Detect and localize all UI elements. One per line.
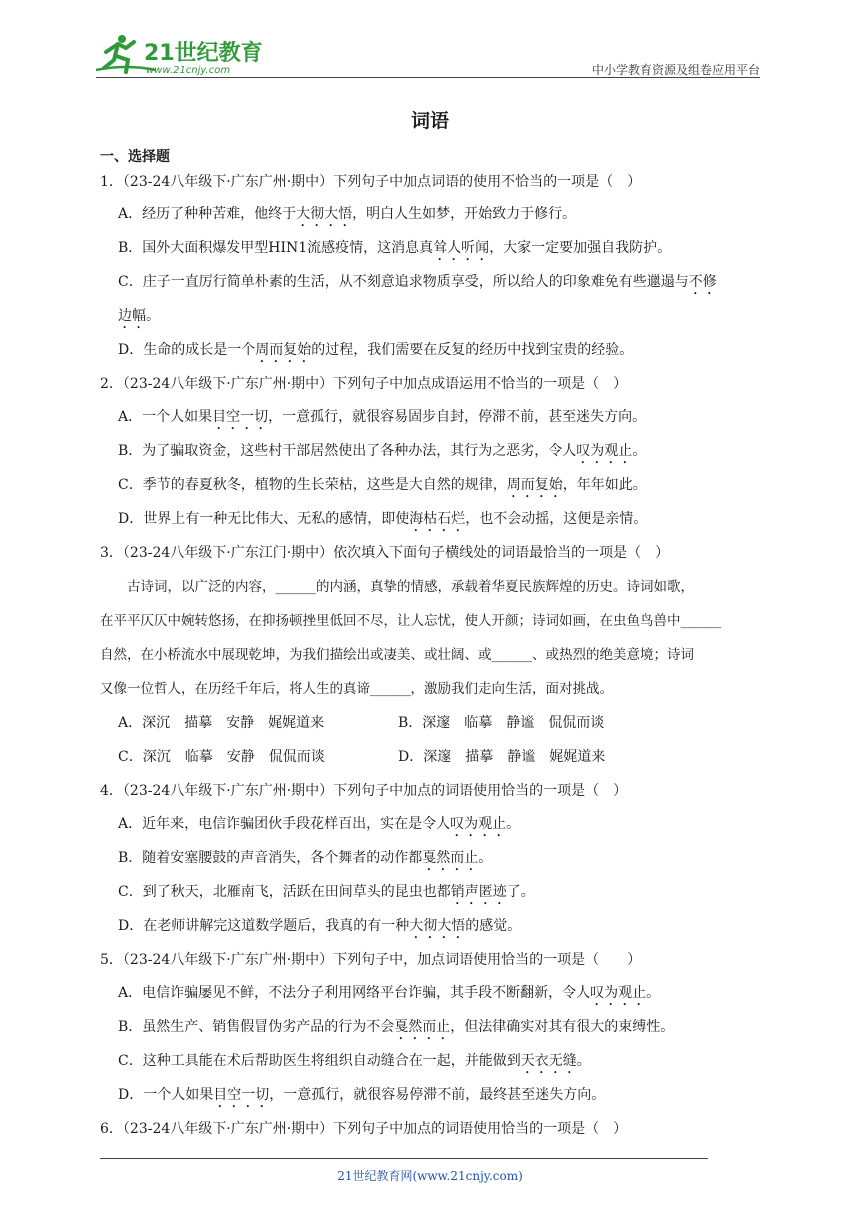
q4-option-a[interactable] <box>118 814 520 840</box>
dotted-term: 目空一切 <box>212 409 269 425</box>
section-heading: 一、选择题 <box>100 149 170 165</box>
dotted-term: 目空一切 <box>213 1087 270 1103</box>
option-text: C．庄子一直厉行简单朴素的生活，从不刻意追求物质享受，所以给人的印象难免有些邋遢与 <box>118 274 689 290</box>
dotted-term: 大彻大悟 <box>409 918 466 934</box>
dotted-term: 周而复始 <box>255 342 312 358</box>
option-text: 。 <box>632 443 647 459</box>
header-divider <box>96 77 760 78</box>
option-text: B．国外大面积爆发甲型HIN1流感疫情，这消息真 <box>118 240 434 256</box>
q3-option-d[interactable]: D．深邃 描摹 静谧 娓娓道来 <box>398 749 606 765</box>
option-text: ，明白人生如梦，开始致力于修行。 <box>352 206 577 222</box>
question-6-stem: 6．（23-24八年级下·广东广州·期中）下列句子中加点的词语使用恰当的一项是（ ） <box>100 1121 628 1137</box>
page-title: 词语 <box>410 110 449 132</box>
option-text: B．为了骗取资金，这些村干部居然使出了各种办法，其行为之恶劣，令人 <box>118 443 577 459</box>
q1-option-c[interactable] <box>118 272 717 298</box>
logo <box>96 30 266 78</box>
dotted-term: 销声匿迹 <box>450 884 507 900</box>
question-1-stem: 1．（23-24八年级下·广东广州·期中）下列句子中加点词语的使用不恰当的一项是（ ） <box>100 174 642 190</box>
option-text: B．随着安塞腰鼓的声音消失，各个舞者的动作都 <box>118 850 423 866</box>
dotted-term: 大彻大悟 <box>296 206 353 222</box>
logo-url: www.21cnjy.com <box>146 65 231 76</box>
option-text: A．电信诈骗屡见不鲜，不法分子利用网络平台诈骗，其手段不断翻新，令人 <box>118 985 591 1001</box>
footer-source[interactable]: 21世纪教育网(www.21cnjy.com) <box>337 1169 523 1183</box>
option-text: A．经历了种种苦难，他终于 <box>118 206 297 222</box>
q4-option-d[interactable] <box>118 916 521 942</box>
option-text: ，大家一定要加强自我防护。 <box>489 240 672 256</box>
q3-option-b[interactable]: B．深邃 临摹 静谧 侃侃而谈 <box>398 715 605 731</box>
q3-passage-line-1: 古诗词，以广泛的内容，______的内涵，真挚的情感，承载着华夏民族辉煌的历史。诗词如歌， <box>100 579 694 595</box>
option-text: 。 <box>576 1053 591 1069</box>
q1-option-d[interactable] <box>118 340 633 366</box>
option-text: C．季节的春夏秋冬，植物的生长荣枯，这些是大自然的规律， <box>118 477 507 493</box>
dotted-term: 天衣无缝 <box>520 1053 577 1069</box>
option-text: D．一个人如果 <box>118 1087 214 1103</box>
dotted-term: 不修 <box>688 274 717 290</box>
option-text: ，一意孤行，就很容易固步自封，停滞不前，甚至迷失方向。 <box>268 409 647 425</box>
q2-option-c[interactable] <box>118 475 647 501</box>
q1-option-c-continued <box>118 306 160 332</box>
option-text: ，一意孤行，就很容易停滞不前，最终甚至迷失方向。 <box>269 1087 606 1103</box>
q2-option-d[interactable] <box>118 509 647 535</box>
question-5-stem: 5．（23-24八年级下·广东广州·期中）下列句子中，加点词语使用恰当的一项是（ ） <box>100 952 642 968</box>
q1-option-a[interactable] <box>118 204 576 230</box>
q3-passage-line-2: 在平平仄仄中婉转悠扬，在抑扬顿挫里低回不尽，让人忘忧，使人开颜；诗词如画，在虫鱼鸟兽中______ <box>100 613 721 629</box>
footer-divider <box>100 1158 708 1159</box>
option-text: A．一个人如果 <box>118 409 213 425</box>
logo-text: 21世纪教育 <box>144 41 263 66</box>
option-text: 。 <box>478 850 493 866</box>
q3-option-c[interactable]: C．深沉 临摹 安静 侃侃而谈 <box>118 749 325 765</box>
option-text: D．生命的成长是一个 <box>118 342 256 358</box>
q3-option-a[interactable]: A．深沉 描摹 安静 娓娓道来 <box>118 715 325 731</box>
q3-options-row-1 <box>118 713 605 733</box>
option-text: 。 <box>506 816 521 832</box>
option-text: 。 <box>146 308 160 324</box>
option-text: 的过程，我们需要在反复的经历中找到宝贵的经验。 <box>311 342 634 358</box>
option-text: D．世界上有一种无比伟大、无私的感情，即使 <box>118 511 410 527</box>
dotted-term: 边幅 <box>118 308 146 324</box>
dotted-term: 周而复始 <box>506 477 563 493</box>
q5-option-c[interactable] <box>118 1051 591 1077</box>
question-4-stem: 4．（23-24八年级下·广东广州·期中）下列句子中加点的词语使用恰当的一项是（ ） <box>100 783 628 799</box>
option-text: ，年年如此。 <box>562 477 647 493</box>
option-text: 的感觉。 <box>465 918 522 934</box>
option-text: ，也不会动摇，这便是亲情。 <box>465 511 648 527</box>
page-header <box>96 30 760 78</box>
q4-option-c[interactable] <box>118 882 535 908</box>
q5-option-d[interactable] <box>118 1085 605 1111</box>
q3-options-row-2 <box>118 747 606 767</box>
dotted-term: 戛然而止 <box>394 1019 451 1035</box>
question-2-stem: 2．（23-24八年级下·广东广州·期中）下列句子中加点成语运用不恰当的一项是（ ） <box>100 376 628 392</box>
question-3-stem: 3．（23-24八年级下·广东江门·期中）依次填入下面句子横线处的词语最恰当的一项是（ ） <box>100 545 670 561</box>
option-text: 。 <box>646 985 661 1001</box>
dotted-term: 叹为观止 <box>576 443 633 459</box>
option-text: 了。 <box>506 884 535 900</box>
option-text: C．到了秋天，北雁南飞，活跃在田间草头的昆虫也都 <box>118 884 451 900</box>
option-text: ，但法律确实对其有很大的束缚性。 <box>450 1019 675 1035</box>
q3-passage-line-3: 自然，在小桥流水中展现乾坤，为我们描绘出或凄美、或壮阔、或______、或热烈的绝美意境；诗词 <box>100 647 694 663</box>
header-tagline: 中小学教育资源及组卷应用平台 <box>591 63 760 77</box>
q5-option-a[interactable] <box>118 983 660 1009</box>
q2-option-a[interactable] <box>118 407 646 433</box>
option-text: D．在老师讲解完这道数学题后，我真的有一种 <box>118 918 410 934</box>
option-text: A．近年来，电信诈骗团伙手段花样百出，实在是令人 <box>118 816 451 832</box>
q5-option-b[interactable] <box>118 1017 674 1043</box>
q1-option-b[interactable] <box>118 238 671 264</box>
q3-passage-line-4: 又像一位哲人，在历经千年后，将人生的真谛______，激励我们走向生活，面对挑战。 <box>100 681 613 697</box>
dotted-term: 叹为观止 <box>450 816 507 832</box>
dotted-term: 叹为观止 <box>590 985 647 1001</box>
q4-option-b[interactable] <box>118 848 492 874</box>
dotted-term: 海枯石烂 <box>409 511 466 527</box>
q2-option-b[interactable] <box>118 441 646 467</box>
option-text: C．这种工具能在术后帮助医生将组织自动缝合在一起，并能做到 <box>118 1053 521 1069</box>
dotted-term: 戛然而止 <box>422 850 479 866</box>
dotted-term: 耸人听闻 <box>433 240 490 256</box>
option-text: B．虽然生产、销售假冒伪劣产品的行为不会 <box>118 1019 395 1035</box>
